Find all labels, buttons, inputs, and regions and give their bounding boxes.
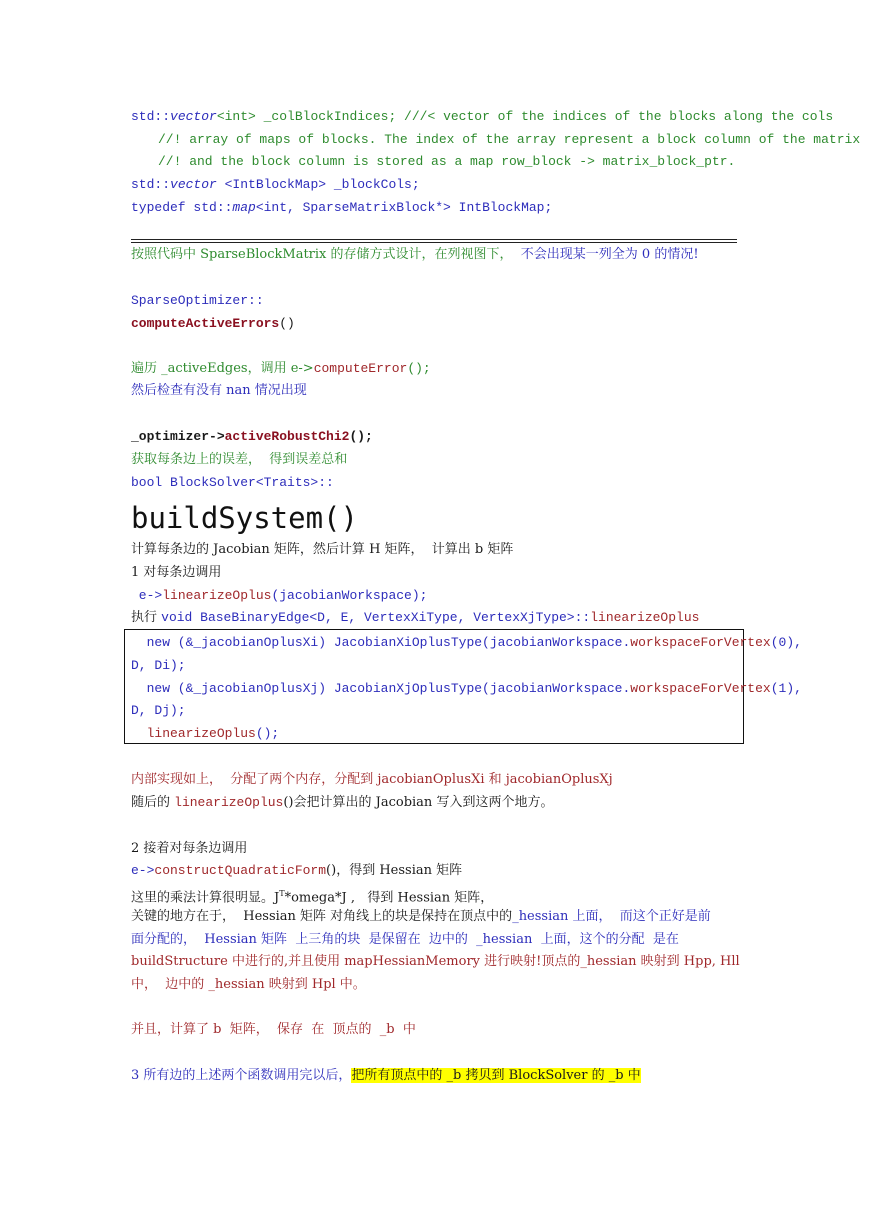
description-text: 这里的乘法计算很明显。J <box>131 890 280 906</box>
code-line <box>131 862 462 880</box>
paragraph-line <box>131 908 711 926</box>
code-token: vector <box>170 177 217 192</box>
superscript: T <box>279 889 285 898</box>
description-text: *omega*J , 得到 Hessian 矩阵， <box>284 890 494 906</box>
code-token: (0), <box>770 635 802 650</box>
function-name: computeActiveErrors <box>131 316 280 331</box>
code-token: typedef std:: <box>131 200 233 215</box>
note-text: 按照代码中 SparseBlockMatrix 的存储方式设计，在列视图下， <box>131 247 513 262</box>
function-class-signature: bool BlockSolver<Traits>:: <box>131 475 334 490</box>
description-line: 获取每条边上的误差， 得到误差总和 <box>131 452 348 467</box>
step-title: 1 对每条边调用 <box>131 565 222 580</box>
function-name: activeRobustChi2 <box>224 429 350 444</box>
code-token: computeError <box>313 361 408 376</box>
code-token: () <box>279 316 295 331</box>
code-token: std:: <box>131 109 171 124</box>
divider-line <box>131 239 737 240</box>
note-text: 不会出现某一列全为 0 的情况! <box>512 247 699 262</box>
code-line <box>131 680 802 698</box>
code-token: (); <box>349 429 373 444</box>
step-title <box>131 1067 641 1085</box>
description-text: 遍历 _activeEdges，调用 e-> <box>131 361 314 376</box>
code-line: D, Dj); <box>131 703 186 718</box>
divider-line <box>131 242 737 243</box>
code-token: void BaseBinaryEdge<D, E, VertexXiType, VertexXjType>:: <box>161 610 591 625</box>
function-signature <box>131 315 295 333</box>
code-line <box>131 634 802 652</box>
code-token: (); <box>407 361 431 376</box>
code-token: new (&_jacobianOplusXi) JacobianXiOplusType(jacobianWorkspace. <box>131 635 631 650</box>
note-line <box>131 246 699 264</box>
paragraph-line: buildStructure 中进行的,并且使用 mapHessianMemory 进行映射!顶点的_hessian 映射到 Hpp, Hll <box>131 954 740 969</box>
code-token: _optimizer-> <box>131 429 225 444</box>
paragraph-text: 关键的地方在于， Hessian 矩阵 对角线上的块是保持在顶点中的 <box>131 909 513 924</box>
code-token <box>131 726 147 741</box>
description-text: 执行 <box>131 610 162 625</box>
description-line: 然后检查有没有 nan 情况出现 <box>131 383 307 398</box>
code-token: new (&_jacobianOplusXj) JacobianXjOplusType(jacobianWorkspace. <box>131 681 631 696</box>
description-line <box>131 794 553 812</box>
function-name: linearizeOplus <box>590 610 700 625</box>
step-title: 2 接着对每条边调用 <box>131 841 248 856</box>
paragraph-line: 并且，计算了 b 矩阵， 保存 在 顶点的 _b 中 <box>131 1022 416 1037</box>
code-token: map <box>232 200 256 215</box>
paragraph-line: 中， 边中的 _hessian 映射到 Hpl 中。 <box>131 977 366 992</box>
code-token: <IntBlockMap> _blockCols; <box>216 177 420 192</box>
code-token: (1), <box>770 681 802 696</box>
section-heading: buildSystem() <box>131 501 358 535</box>
code-line-blockcols <box>131 176 420 194</box>
code-comment-line: //! and the block column is stored as a map row_block -> matrix_block_ptr. <box>158 154 736 169</box>
description-text: ()，得到 Hessian 矩阵 <box>326 863 463 878</box>
code-token: e-> <box>131 863 155 878</box>
code-token: <int, SparseMatrixBlock*> IntBlockMap; <box>255 200 553 215</box>
code-line <box>131 725 279 743</box>
description-line: 计算每条边的 Jacobian 矩阵，然后计算 H 矩阵， 计算出 b 矩阵 <box>131 542 514 557</box>
description-line: 内部实现如上， 分配了两个内存，分配到 jacobianOplusXi 和 jacobianOplusXj <box>131 772 613 787</box>
code-token: vector <box>170 109 217 124</box>
paragraph-text: _hessian 上面，这个的分配 是在 <box>476 932 679 947</box>
class-name: SparseOptimizer:: <box>131 293 264 308</box>
code-token: std:: <box>131 177 171 192</box>
function-name: workspaceForVertex <box>630 635 771 650</box>
function-name: linearizeOplus <box>162 588 272 603</box>
paragraph-text: 面分配的， Hessian 矩阵 上三角的块 是保留在 边中的 <box>131 932 477 947</box>
paragraph-line <box>131 931 679 949</box>
function-name: linearizeOplus <box>174 795 284 810</box>
description-line <box>131 360 431 378</box>
paragraph-text: _hessian 上面， 而这个正好是前 <box>512 909 711 924</box>
code-line-colblockindices <box>131 108 833 126</box>
code-token: e-> <box>131 588 163 603</box>
description-text: 随后的 <box>131 795 175 810</box>
code-comment-line: //! array of maps of blocks. The index of the array represent a block column of the matrix <box>158 132 861 147</box>
code-line <box>131 609 699 627</box>
code-token: (jacobianWorkspace); <box>271 588 428 603</box>
function-name: linearizeOplus <box>146 726 256 741</box>
description-text: ()会把计算出的 Jacobian 写入到这两个地方。 <box>283 795 554 810</box>
code-line <box>131 587 427 605</box>
function-name: workspaceForVertex <box>630 681 771 696</box>
code-line: D, Di); <box>131 658 186 673</box>
robust-chi2-call <box>131 428 373 446</box>
code-line-typedef <box>131 199 552 217</box>
description-line <box>131 885 493 907</box>
step-text: 3 所有边的上述两个函数调用完以后， <box>131 1068 352 1083</box>
code-token: <int> _colBlockIndices; ///< vector of the indices of the blocks along the cols <box>216 109 834 124</box>
code-token: (); <box>255 726 280 741</box>
highlighted-text: 把所有顶点中的 _b 拷贝到 BlockSolver 的 _b 中 <box>351 1068 641 1083</box>
function-name: constructQuadraticForm <box>154 863 327 878</box>
